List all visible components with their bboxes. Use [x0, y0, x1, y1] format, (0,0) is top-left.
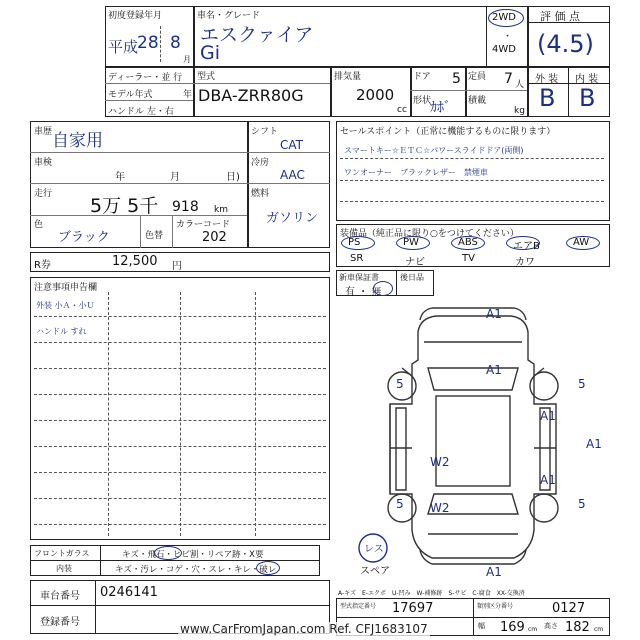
notes-line1: 外装 小Ａ・小Ｕ — [36, 301, 95, 310]
model-year-label: モデル年式 — [108, 90, 153, 100]
mileage-detail: 918 — [172, 199, 199, 215]
car-name-label: 車名・グレード — [197, 11, 261, 21]
capacity: 7 — [504, 71, 513, 87]
displacement-label: 排気量 — [334, 72, 362, 82]
damage-mark: 5 — [578, 497, 586, 511]
recycle-amount: 12,500 — [112, 254, 158, 269]
height-value: 182 — [565, 620, 590, 635]
equipment-item: エアB — [513, 241, 540, 252]
notes-label: 注意事項申告欄 — [34, 283, 98, 293]
equipment-item: ナビ — [405, 257, 425, 268]
spare-label: スペア — [360, 566, 390, 577]
damage-mark: A1 — [486, 307, 502, 321]
car-diagram — [336, 298, 610, 588]
reg-month: 8 — [170, 33, 181, 53]
drive-2wd: 2WD — [492, 12, 516, 23]
damage-mark: A1 — [540, 473, 556, 487]
km-unit: km — [214, 205, 228, 215]
inspection-day: 日) — [226, 172, 240, 183]
color-label: 色 — [34, 220, 44, 230]
shape: ｶﾎﾞ — [430, 100, 451, 116]
equipment-item: TV — [462, 253, 475, 264]
damage-mark: 5 — [396, 377, 404, 391]
displacement: 2000 — [356, 86, 395, 104]
damage-mark: A1 — [540, 409, 556, 423]
usage: 自家用 — [52, 131, 103, 151]
usage-label: 車歴 — [34, 127, 53, 137]
inspection-year: 年 — [115, 172, 125, 183]
type-label: 型式 — [197, 72, 216, 82]
car-name: エスクァイア — [200, 24, 314, 46]
month-unit: 月 — [183, 55, 191, 64]
shift: CAT — [280, 138, 303, 152]
chassis-label: 車台番号 — [40, 591, 80, 602]
sales-points-label: セールスポイント（正常に機能するものに限ります） — [340, 127, 556, 137]
watermark: www.CarFromJapan.com Ref. CFJ1683107 — [180, 622, 428, 636]
equipment-item: PW — [403, 237, 419, 248]
equipment-label: 装備品（純正品に限り○をつけてください） — [340, 229, 519, 239]
height-label: 高さ — [544, 622, 558, 630]
interior-glass-label: 内装 — [56, 564, 72, 573]
damage-mark: 5 — [578, 377, 586, 391]
type-spec-number: 17697 — [392, 601, 434, 616]
sales-point-line1: スマートキー☆ＥＴＣ☆パワースライドドア(両側) — [344, 146, 524, 155]
interior-grade: B — [579, 84, 596, 112]
after-item-label: 後日品 — [400, 273, 424, 282]
eval-label: 評 価 点 — [540, 10, 580, 23]
interior-label: 内 装 — [575, 74, 599, 85]
damage-legend: A-キズ E-エクボ U-凹み W-補修跡 S-サビ C-腐食 XX-交換済 — [338, 590, 525, 597]
equipment-item: SR — [350, 253, 364, 264]
warranty-value: 有 ・ 無 — [345, 287, 382, 298]
inspection-month: 月 — [170, 172, 180, 183]
mileage-label: 走行 — [34, 189, 53, 199]
dealer-label: ディーラー・並 行 — [108, 73, 183, 83]
exterior-label: 外 装 — [535, 74, 559, 85]
year-unit: 年 — [183, 90, 193, 100]
equipment-item: PS — [348, 237, 361, 248]
stone-chip-circle — [154, 546, 182, 560]
model-code: DBA-ZRR80G — [198, 86, 304, 105]
fuel-label: 燃料 — [251, 189, 270, 199]
width-value: 169 — [500, 620, 525, 635]
damage-mark: W2 — [430, 455, 450, 469]
damage-mark: 5 — [396, 497, 404, 511]
damage-mark: A1 — [586, 437, 602, 451]
capacity-unit: 人 — [515, 80, 525, 90]
damage-mark: W2 — [430, 501, 450, 515]
type-spec-label: 型式指定番号 — [340, 603, 377, 610]
inspection-label: 車検 — [34, 158, 53, 168]
fuel: ガソリン — [266, 211, 319, 226]
kg-unit: kg — [514, 106, 525, 116]
first-reg-label: 初度登録年月 — [108, 11, 163, 21]
grade: Gi — [200, 42, 221, 64]
cm-unit-2: cm — [594, 626, 604, 633]
wear-circle — [256, 561, 280, 575]
shape-label: 形状 — [413, 96, 432, 106]
reg-number-label: 登録番号 — [40, 617, 80, 628]
color-change-label: 色替 — [145, 231, 164, 241]
capacity-label: 定員 — [468, 72, 487, 82]
doors: 5 — [452, 71, 461, 87]
interior-items: キズ・汚レ・コゲ・穴・スレ・キレ・破レ — [115, 565, 277, 575]
cc-unit: cc — [397, 105, 407, 115]
equipment-item: カワ — [515, 257, 535, 268]
door-label: ドア — [413, 72, 431, 82]
mileage: 5万 5千 — [90, 195, 159, 217]
recycle-label: R券 — [34, 260, 51, 271]
cm-unit-1: cm — [528, 626, 538, 633]
recycle-unit: 円 — [172, 261, 182, 272]
eval-score: (4.5) — [537, 30, 594, 58]
drive-4wd: 4WD — [492, 44, 516, 55]
class-number: 0127 — [552, 601, 586, 616]
era: 平成 — [108, 38, 139, 56]
load-label: 積載 — [468, 96, 487, 106]
class-label: 類別区分番号 — [477, 603, 514, 610]
spare-circle-text: レス — [364, 544, 384, 555]
damage-mark: A1 — [486, 363, 502, 377]
equipment-item: AW — [573, 237, 590, 248]
reg-year: 28 — [137, 33, 159, 53]
color: ブラック — [58, 230, 110, 245]
notes-line2: ハンドル すれ — [36, 327, 87, 336]
ac: AAC — [280, 168, 305, 182]
sales-point-line2: ワンオーナー ブラックレザー 禁煙車 — [344, 168, 488, 177]
color-code-label: カラーコード — [176, 220, 231, 230]
chassis-number: 0246141 — [100, 585, 158, 600]
front-glass-label: フロントガラス — [34, 549, 90, 558]
warranty-label: 新車保証書 — [339, 273, 379, 282]
shift-label: シフト — [251, 127, 279, 137]
warranty-none-circle — [373, 281, 393, 296]
equipment-item: ABS — [458, 237, 478, 248]
width-label: 幅 — [478, 622, 485, 630]
handle-label: ハンドル 左・右 — [108, 107, 174, 117]
exterior-grade: B — [539, 84, 556, 112]
damage-mark: A1 — [486, 565, 502, 579]
color-code: 202 — [202, 230, 227, 245]
front-glass-items: キズ・飛石・ヒビ割・リペア跡・X要 — [122, 550, 264, 560]
ac-label: 冷房 — [251, 158, 270, 168]
